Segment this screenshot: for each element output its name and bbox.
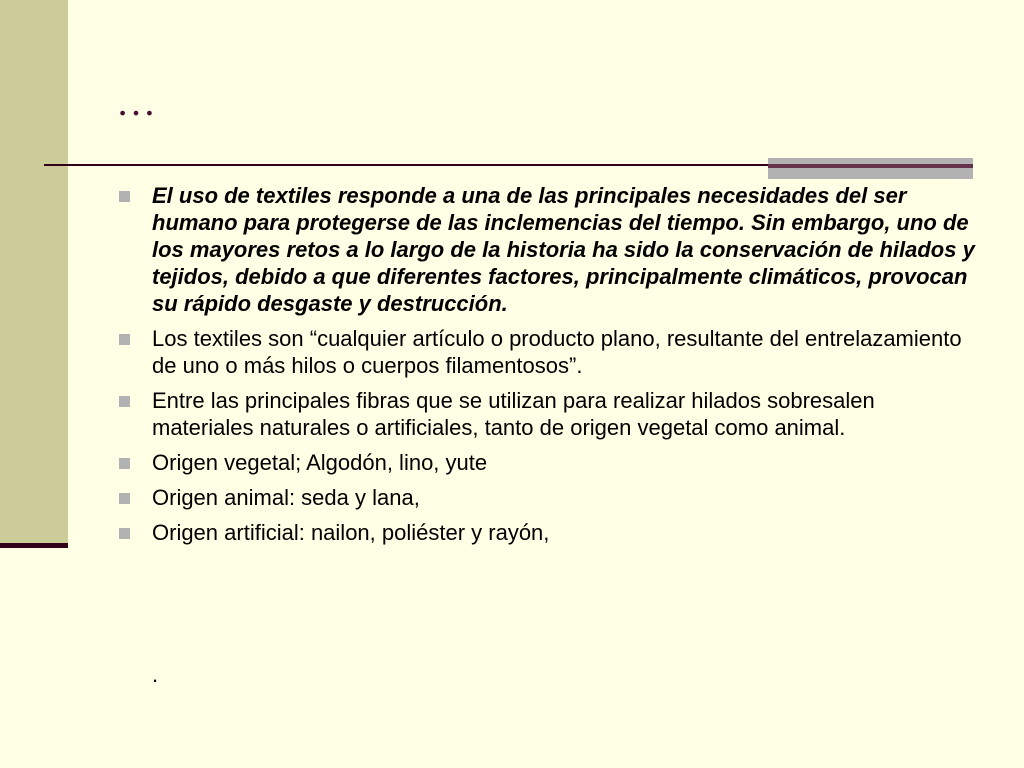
square-bullet-icon <box>119 334 130 345</box>
title-accent-line <box>768 164 973 168</box>
square-bullet-icon <box>119 493 130 504</box>
bullet-text: Origen vegetal; Algodón, lino, yute <box>152 450 488 475</box>
bullet-item <box>116 387 976 441</box>
square-bullet-icon <box>119 191 130 202</box>
square-bullet-icon <box>119 528 130 539</box>
bullet-text: Origen animal: seda y lana, <box>152 485 420 510</box>
bullet-item <box>116 182 976 317</box>
bullet-item <box>116 449 976 476</box>
bullet-text: Origen artificial: nailon, poliéster y rayón, <box>152 520 550 545</box>
bullet-text: Entre las principales fibras que se utilizan para realizar hilados sobresalen materiales naturales o artificiales, tanto de origen vegetal como animal. <box>152 388 875 440</box>
left-band-rule <box>0 543 68 548</box>
left-decorative-band <box>0 0 68 548</box>
trailing-text: . <box>152 662 159 687</box>
bullet-item <box>116 519 976 546</box>
bullet-text: Los textiles son “cualquier artículo o producto plano, resultante del entrelazamiento de uno o más hilos o cuerpos filamentosos”. <box>152 326 962 378</box>
bullet-list <box>116 182 976 554</box>
square-bullet-icon <box>119 458 130 469</box>
bullet-item <box>116 484 976 511</box>
slide-title: … <box>116 79 158 124</box>
bullet-text: El uso de textiles responde a una de las principales necesidades del ser humano para protegerse de las inclemencias del tiempo. Sin embargo, uno de los mayores retos a lo largo de la historia ha sido la conservación de hilados y tejidos, debido a que diferentes factores, principalmente climáticos, provocan su rápido desgaste y destrucción. <box>152 183 975 316</box>
title-accent-block <box>768 158 973 179</box>
square-bullet-icon <box>119 396 130 407</box>
bullet-item <box>116 325 976 379</box>
